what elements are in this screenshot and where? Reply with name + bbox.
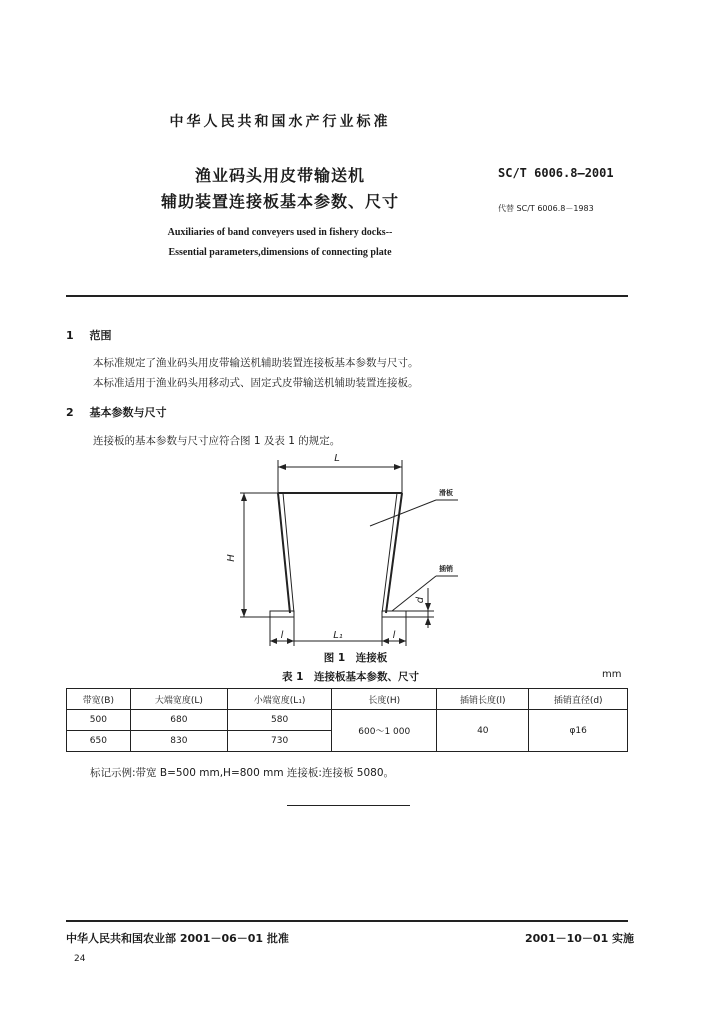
section-1-heading xyxy=(66,327,112,343)
figure-caption: 图 1 连接板 xyxy=(323,652,388,664)
label-L: L xyxy=(334,453,340,464)
section-1-paragraph-2: 本标准适用于渔业码头用移动式、固定式皮带输送机辅助装置连接板。 xyxy=(93,377,419,389)
label-L1: L₁ xyxy=(333,630,343,641)
label-d: d xyxy=(415,596,426,604)
cell-large-end-width: 680 xyxy=(130,710,227,731)
arrow-d-top xyxy=(425,603,431,611)
label-l-right: l xyxy=(392,630,396,641)
arrow-L-left xyxy=(278,464,286,470)
col-header-belt-width: 带宽(B) xyxy=(67,689,131,710)
standard-title-line1: 渔业码头用皮带输送机 xyxy=(194,166,365,185)
arrow-bottom-2 xyxy=(287,638,294,644)
cell-small-end-width: 580 xyxy=(227,710,331,731)
label-l-left: l xyxy=(280,630,284,641)
arrow-L-right xyxy=(394,464,402,470)
section-2-number: 2 xyxy=(66,406,74,419)
arrow-H-bottom xyxy=(241,609,247,617)
footer-divider xyxy=(66,920,628,922)
cell-small-end-width: 730 xyxy=(227,731,331,752)
section-2-heading xyxy=(66,404,167,420)
standard-code: SC/T 6006.8—2001 xyxy=(498,166,614,180)
table-row xyxy=(67,710,628,731)
col-header-length: 长度(H) xyxy=(332,689,437,710)
arrow-bottom-3 xyxy=(382,638,389,644)
english-title-line1: Auxiliaries of band conveyers used in fishery docks-- xyxy=(167,227,393,238)
connecting-plate-drawing xyxy=(220,448,480,648)
section-1-number: 1 xyxy=(66,329,74,342)
cell-pin-length-shared: 40 xyxy=(437,710,529,752)
header-divider xyxy=(66,295,628,297)
marking-example: 标记示例:带宽 B=500 mm,H=800 mm 连接板:连接板 5080。 xyxy=(90,767,395,779)
section-1-title: 范围 xyxy=(89,329,112,342)
section-2-paragraph-1: 连接板的基本参数与尺寸应符合图 1 及表 1 的规定。 xyxy=(93,435,341,447)
arrow-bottom-1 xyxy=(270,638,277,644)
publisher-title: 中华人民共和国水产行业标准 xyxy=(169,114,391,130)
table-caption: 表 1 连接板基本参数、尺寸 xyxy=(282,671,419,683)
arrow-bottom-4 xyxy=(399,638,406,644)
replaces-note: 代替 SC/T 6006.8－1983 xyxy=(498,204,594,213)
approval-line: 中华人民共和国农业部 2001－06－01 批准 xyxy=(66,932,289,945)
cell-large-end-width: 830 xyxy=(130,731,227,752)
col-header-large-end-width: 大端宽度(L) xyxy=(130,689,227,710)
parameters-table xyxy=(66,688,628,752)
end-divider xyxy=(287,805,410,806)
cell-pin-diameter-shared: φ16 xyxy=(529,710,628,752)
section-1-paragraph-1: 本标准规定了渔业码头用皮带输送机辅助装置连接板基本参数与尺寸。 xyxy=(93,357,419,369)
arrow-d-bottom xyxy=(425,617,431,625)
cell-belt-width: 500 xyxy=(67,710,131,731)
english-title-line2: Essential parameters,dimensions of connecting plate xyxy=(168,247,392,258)
col-header-pin-diameter: 插销直径(d) xyxy=(529,689,628,710)
arrow-H-top xyxy=(241,493,247,501)
plate-right-edge xyxy=(386,493,402,613)
cell-belt-width: 650 xyxy=(67,731,131,752)
table-header-row xyxy=(67,689,628,710)
leader-slide-plate xyxy=(370,500,436,526)
section-2-title: 基本参数与尺寸 xyxy=(89,406,167,419)
col-header-small-end-width: 小端宽度(L₁) xyxy=(227,689,331,710)
label-H: H xyxy=(226,554,237,562)
cell-length-shared: 600～1 000 xyxy=(332,710,437,752)
label-slide-plate: 滑板 xyxy=(439,489,453,497)
standard-title-line2: 辅助装置连接板基本参数、尺寸 xyxy=(160,192,399,211)
col-header-pin-length: 插销长度(l) xyxy=(437,689,529,710)
table-unit: mm xyxy=(602,669,622,680)
label-pin: 插销 xyxy=(439,565,453,573)
implementation-date: 2001－10－01 实施 xyxy=(525,932,635,945)
page-number: 24 xyxy=(74,954,86,964)
